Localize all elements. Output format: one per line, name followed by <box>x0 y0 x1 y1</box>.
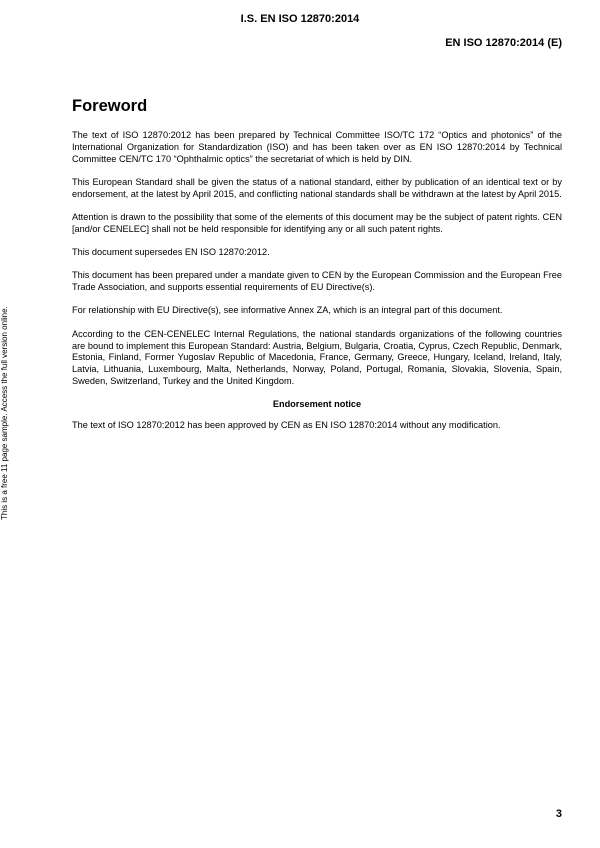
page-number: 3 <box>555 808 562 820</box>
paragraph: For relationship with EU Directive(s), see informative Annex ZA, which is an integral part of this document. <box>72 305 503 316</box>
endorsement-text: The text of ISO 12870:2012 has been approved by CEN as EN ISO 12870:2014 without any modification. <box>72 420 501 431</box>
sample-notice: This is a free 11 page sample. Access the full version online. <box>0 306 9 520</box>
header-standard-edition: EN ISO 12870:2014 (E) <box>445 37 562 49</box>
endorsement-heading: Endorsement notice <box>272 399 362 410</box>
paragraph: Attention is drawn to the possibility that some of the elements of this document may be the subject of patent rights. CEN [and/or CENELEC] shall not be held responsible for identifying any or all such patent rights. <box>72 211 562 234</box>
main-content <box>72 97 562 444</box>
paragraph: This European Standard shall be given the status of a national standard, either by publication of an identical text or by endorsement, at the latest by April 2015, and conflicting national standards shall be withdrawn at the latest by April 2015. <box>72 176 562 199</box>
paragraph: According to the CEN-CENELEC Internal Regulations, the national standards organizations of the following countries are bound to implement this European Standard: Austria, Belgium, Bulgaria, Croatia, Cyprus, Czech Republic, Denmark, Estonia, Finland, Former Yugoslav Republic of Macedonia, France, Germany, Greece, Hungary, Iceland, Ireland, Italy, Latvia, Lithuania, Luxembourg, Malta, Netherlands, Norway, Poland, Portugal, Romania, Slovakia, Slovenia, Spain, Sweden, Switzerland, Turkey and the United Kingdom. <box>72 328 562 386</box>
paragraph: This document supersedes EN ISO 12870:2012. <box>72 247 270 258</box>
paragraph: The text of ISO 12870:2012 has been prepared by Technical Committee ISO/TC 172 “Optics and photonics” of the International Organization for Standardization (ISO) and has been taken over as EN ISO 12870:2014 by Technical Committee CEN/TC 170 “Ophthalmic optics” the secretariat of which is held by DIN. <box>72 130 562 164</box>
paragraph: This document has been prepared under a mandate given to CEN by the European Commission and the European Free Trade Association, and supports essential requirements of EU Directive(s). <box>72 270 562 293</box>
header-standard-id: I.S. EN ISO 12870:2014 <box>240 13 360 25</box>
page-title: Foreword <box>72 97 148 115</box>
